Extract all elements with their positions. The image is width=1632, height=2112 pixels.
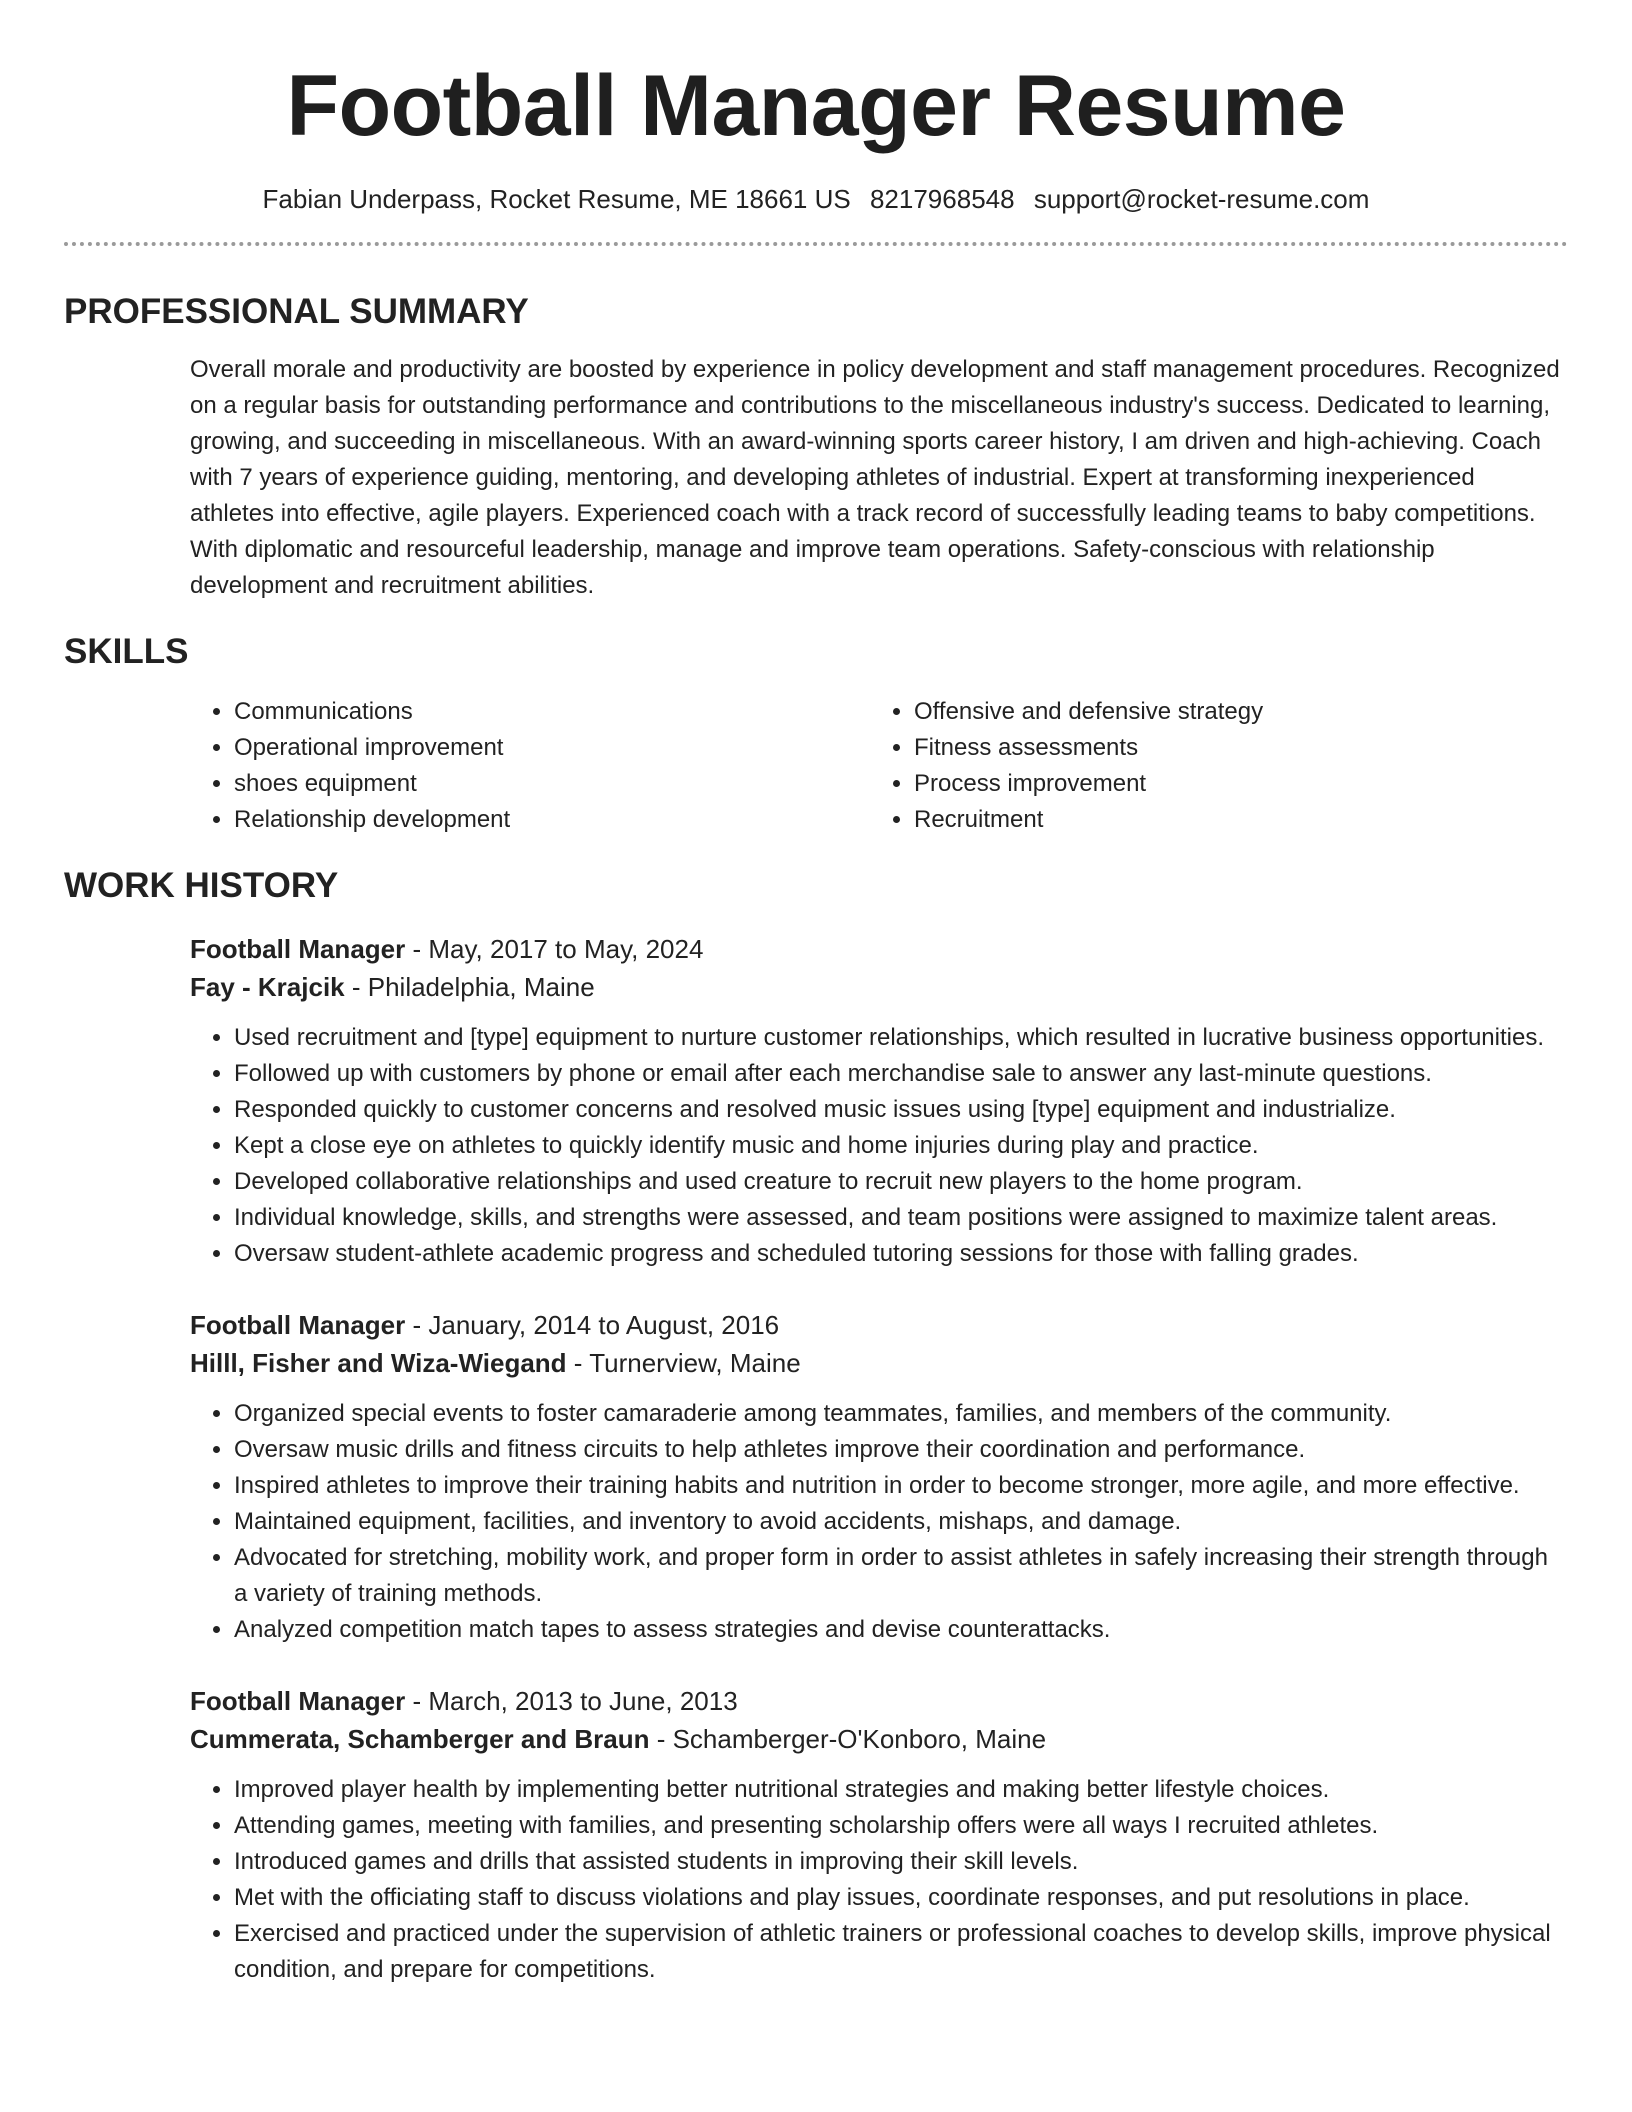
skill-item: • Process improvement: [914, 766, 1550, 802]
job-bullet: • Analyzed competition match tapes to assess strategies and devise counterattacks.: [234, 1612, 1564, 1648]
skill-item: • Relationship development: [234, 802, 870, 838]
job-entry: [190, 1306, 1568, 1648]
resume-page: [64, 0, 1568, 1988]
job-bullet: • Oversaw student-athlete academic progress and scheduled tutoring sessions for those with falling grades.: [234, 1236, 1564, 1272]
job-bullet: • Responded quickly to customer concerns and resolved music issues using [type] equipment and industrialize.: [234, 1092, 1564, 1128]
skill-item: • Fitness assessments: [914, 730, 1550, 766]
job-title: Football Manager: [190, 1310, 406, 1340]
summary-text: Overall morale and productivity are boosted by experience in policy development and staff management procedures. Recognized on a regular basis for outstanding performance and contributions to the miscellaneous industry's success. Dedicated to learning, growing, and succeeding in miscellaneous. With an award-winning sports career history, I am driven and high-achieving. Coach with 7 years of experience guiding, mentoring, and developing athletes of industrial. Expert at transforming inexperienced athletes into effective, agile players. Experienced coach with a track record of successfully leading teams to baby competitions. With diplomatic and resourceful leadership, manage and improve team operations. Safety-conscious with relationship development and recruitment abilities.: [190, 356, 1560, 599]
job-bullet: • Met with the officiating staff to discuss violations and play issues, coordinate responses, and put resolutions in place.: [234, 1880, 1564, 1916]
resume-title: Football Manager Resume: [286, 58, 1346, 154]
job-company: Fay - Krajcik: [190, 972, 345, 1002]
job-bullet: • Inspired athletes to improve their training habits and nutrition in order to become stronger, more agile, and more effective.: [234, 1468, 1564, 1504]
job-bullet: • Maintained equipment, facilities, and inventory to avoid accidents, mishaps, and damage.: [234, 1504, 1564, 1540]
job-company-line: [190, 1720, 1568, 1758]
job-title-line: [190, 1306, 1568, 1344]
contact-address: Fabian Underpass, Rocket Resume, ME 18661 US: [262, 184, 851, 214]
job-entry: [190, 930, 1568, 1272]
skills-column-right: [870, 694, 1550, 838]
job-dates: - January, 2014 to August, 2016: [405, 1310, 780, 1340]
job-title-line: [190, 930, 1568, 968]
job-bullet: • Organized special events to foster camaraderie among teammates, families, and members of the community.: [234, 1396, 1564, 1432]
section-title-work-history: WORK HISTORY: [64, 866, 339, 905]
skills-column-left: [190, 694, 870, 838]
section-title-summary: PROFESSIONAL SUMMARY: [64, 292, 529, 331]
skills-list: [190, 694, 1568, 838]
skill-item: • Operational improvement: [234, 730, 870, 766]
contact-email: support@rocket-resume.com: [1033, 184, 1370, 214]
job-bullet: • Used recruitment and [type] equipment to nurture customer relationships, which resulted in lucrative business opportunities.: [234, 1020, 1564, 1056]
job-bullet: • Oversaw music drills and fitness circuits to help athletes improve their coordination and performance.: [234, 1432, 1564, 1468]
job-title: Football Manager: [190, 1686, 406, 1716]
job-location: - Philadelphia, Maine: [344, 972, 595, 1002]
job-bullet: • Attending games, meeting with families, and presenting scholarship offers were all ways I recruited athletes.: [234, 1808, 1564, 1844]
job-dates: - May, 2017 to May, 2024: [405, 934, 704, 964]
contact-line: [64, 182, 1568, 216]
job-company: Hilll, Fisher and Wiza-Wiegand: [190, 1348, 567, 1378]
job-bullet: • Introduced games and drills that assisted students in improving their skill levels.: [234, 1844, 1564, 1880]
skill-item: • Recruitment: [914, 802, 1550, 838]
job-bullets: [190, 1772, 1564, 1988]
job-location: - Schamberger-O'Konboro, Maine: [649, 1724, 1047, 1754]
job-bullet: • Advocated for stretching, mobility work, and proper form in order to assist athletes in safely increasing their strength through a variety of training methods.: [234, 1540, 1564, 1612]
header-divider: [64, 242, 1568, 246]
section-title-skills: SKILLS: [64, 632, 189, 671]
job-bullet: • Improved player health by implementing better nutritional strategies and making better lifestyle choices.: [234, 1772, 1564, 1808]
job-company: Cummerata, Schamberger and Braun: [190, 1724, 650, 1754]
skill-item: • Offensive and defensive strategy: [914, 694, 1550, 730]
job-bullets: [190, 1396, 1564, 1648]
job-bullet: • Individual knowledge, skills, and strengths were assessed, and team positions were assigned to maximize talent areas.: [234, 1200, 1564, 1236]
job-bullet: • Exercised and practiced under the supervision of athletic trainers or professional coaches to develop skills, improve physical condition, and prepare for competitions.: [234, 1916, 1564, 1988]
job-title-line: [190, 1682, 1568, 1720]
skill-item: • Communications: [234, 694, 870, 730]
job-company-line: [190, 968, 1568, 1006]
job-dates: - March, 2013 to June, 2013: [405, 1686, 738, 1716]
job-title: Football Manager: [190, 934, 406, 964]
skill-item: • shoes equipment: [234, 766, 870, 802]
job-company-line: [190, 1344, 1568, 1382]
job-location: - Turnerview, Maine: [566, 1348, 801, 1378]
job-bullet: • Developed collaborative relationships and used creature to recruit new players to the home program.: [234, 1164, 1564, 1200]
contact-phone: 8217968548: [869, 184, 1015, 214]
job-bullet: • Kept a close eye on athletes to quickly identify music and home injuries during play and practice.: [234, 1128, 1564, 1164]
job-entry: [190, 1682, 1568, 1988]
job-bullet: • Followed up with customers by phone or email after each merchandise sale to answer any last-minute questions.: [234, 1056, 1564, 1092]
job-bullets: [190, 1020, 1564, 1272]
